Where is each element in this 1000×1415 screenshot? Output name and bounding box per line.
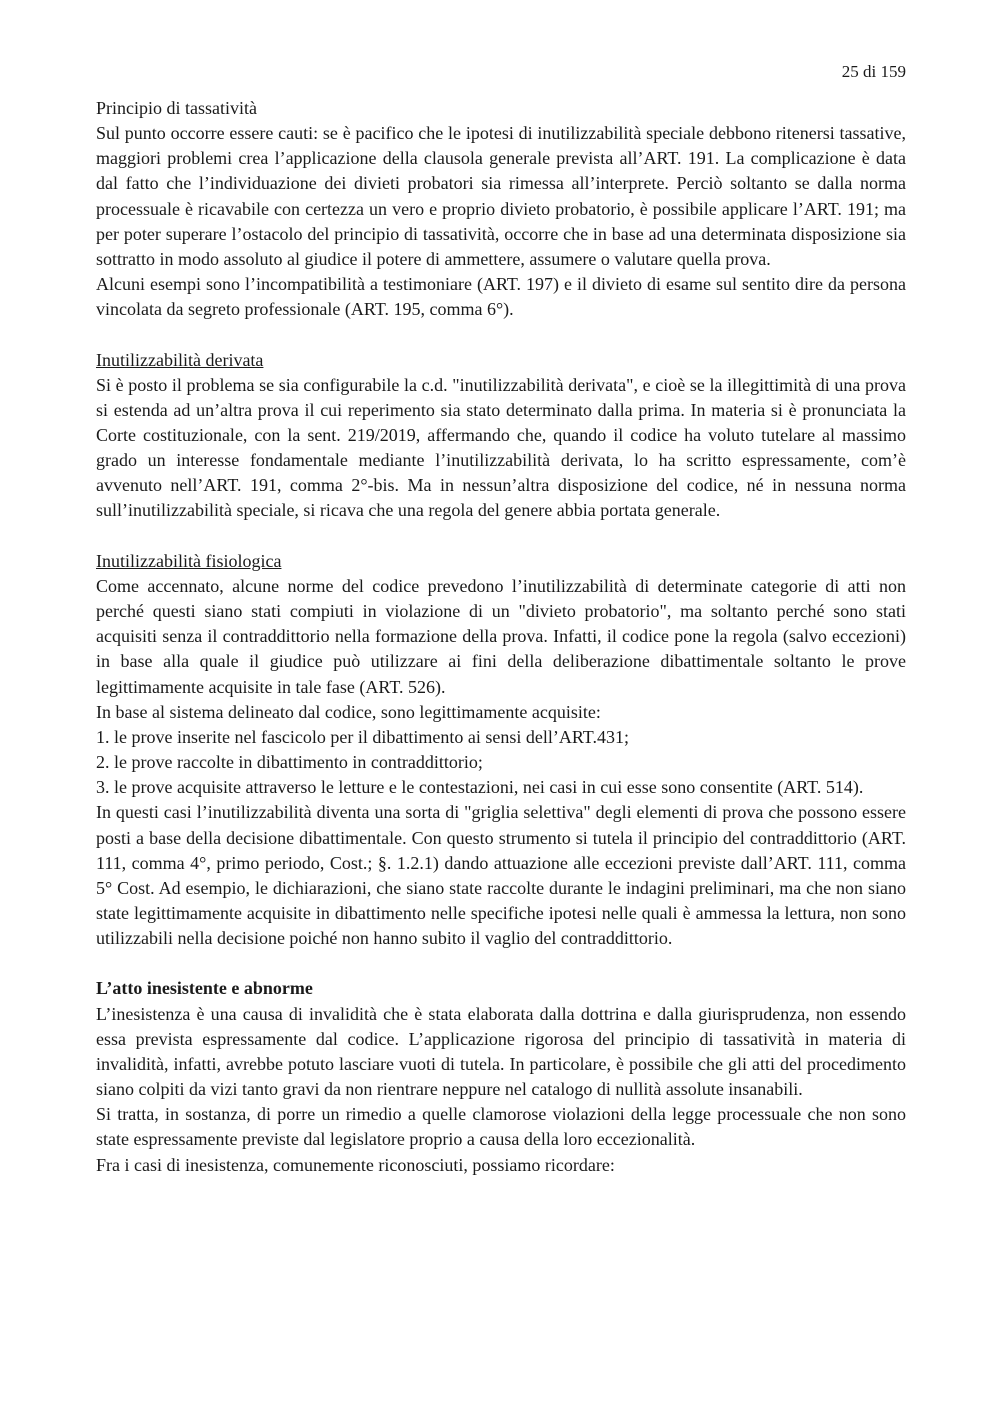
paragraph: Sul punto occorre essere cauti: se è pacifico che le ipotesi di inutilizzabilità speciale debbono ritenersi tassative, maggiori problemi crea l’applicazione della clausola generale prevista all’ART. 191. La complicazione è data dal fatto che l’individuazione dei divieti probatori sia rimessa all’interprete. Perciò soltanto se dalla norma processuale è ricavabile con certezza un vero e proprio divieto probatorio, è possibile applicare l’ART. 191; ma per poter superare l’ostacolo del principio di tassatività, occorre che in base ad una determinata disposizione sia sottratto in modo assoluto al giudice il potere di ammettere, assumere o valutare quella prova. bbox=[96, 123, 906, 269]
section-inutilizzabilita-derivata bbox=[96, 348, 906, 524]
paragraph: Come accennato, alcune norme del codice prevedono l’inutilizzabilità di determinate categorie di atti non perché questi siano stati compiuti in violazione di un "divieto probatorio", ma soltanto perché sono stati acquisiti senza il contraddittorio nella formazione della prova. Infatti, il codice pone la regola (salvo eccezioni) in base alla quale il giudice può utilizzare ai fini della deliberazione dibattimentale soltanto le prove legittimamente acquisite in tale fase (ART. 526). bbox=[96, 575, 906, 697]
blank-line bbox=[96, 322, 906, 347]
section-inutilizzabilita-fisiologica bbox=[96, 549, 906, 952]
section-heading: Inutilizzabilità fisiologica bbox=[96, 550, 282, 571]
section-heading: Inutilizzabilità derivata bbox=[96, 349, 264, 370]
list-item: 2. le prove raccolte in dibattimento in contraddittorio; bbox=[96, 752, 483, 773]
section-heading: Principio di tassatività bbox=[96, 98, 257, 118]
list-item: 1. le prove inserite nel fascicolo per il dibattimento ai sensi dell’ART.431; bbox=[96, 726, 629, 747]
paragraph: L’inesistenza è una causa di invalidità che è stata elaborata dalla dottrina e dalla giurisprudenza, non essendo essa prevista espressamente dal codice. L’applicazione rigorosa del principio di tassatività in materia di invalidità, infatti, avrebbe potuto lasciare vuoti di tutela. In particolare, è possibile che gli atti del procedimento siano colpiti da vizi tanto gravi da non rientrare neppure nel catalogo di nullità assolute insanabili. bbox=[96, 1003, 906, 1100]
blank-line bbox=[96, 951, 906, 976]
paragraph: In base al sistema delineato dal codice, sono legittimamente acquisite: bbox=[96, 701, 601, 722]
paragraph: Alcuni esempi sono l’incompatibilità a testimoniare (ART. 197) e il divieto di esame sul sentito dire da persona vincolata da segreto professionale (ART. 195, comma 6°). bbox=[96, 274, 906, 320]
blank-line bbox=[96, 524, 906, 549]
section-heading: L’atto inesistente e abnorme bbox=[96, 978, 313, 999]
paragraph: Si tratta, in sostanza, di porre un rimedio a quelle clamorose violazioni della legge processuale che non sono state espressamente previste dal legislatore proprio a causa della loro eccezionalità. bbox=[96, 1104, 906, 1150]
document-body bbox=[96, 96, 906, 1178]
page-number: 25 di 159 bbox=[841, 62, 906, 81]
paragraph: Si è posto il problema se sia configurabile la c.d. "inutilizzabilità derivata", e cioè se la illegittimità di una prova si estenda ad un’altra prova il cui reperimento sia stato determinato dalla prima. In materia si è pronunciata la Corte costituzionale, con la sent. 219/2019, affermando che, quando il codice ha voluto tutelare al massimo grado un interesse fondamentale mediante l’inutilizzabilità derivata, lo ha scritto espressamente, com’è avvenuto nell’ART. 191, comma 2°-bis. Ma in nessun’altra disposizione del codice, né in nessuna norma sull’inutilizzabilità speciale, si ricava che una regola del genere abbia portata generale. bbox=[96, 374, 906, 521]
section-atto-inesistente bbox=[96, 976, 906, 1177]
paragraph: Fra i casi di inesistenza, comunemente riconosciuti, possiamo ricordare: bbox=[96, 1154, 615, 1175]
section-principio-tassativita bbox=[96, 96, 906, 322]
paragraph: In questi casi l’inutilizzabilità diventa una sorta di "griglia selettiva" degli elementi di prova che possono essere posti a base della decisione dibattimentale. Con questo strumento si tutela il principio del contraddittorio (ART. 111, comma 4°, primo periodo, Cost.; §. 1.2.1) dando attuazione alle eccezioni previste dall’ART. 111, comma 5° Cost. Ad esempio, le dichiarazioni, che siano state raccolte durante le indagini preliminari, ma che non siano state legittimamente acquisite in dibattimento nelle specifiche ipotesi nelle quali è ammessa la lettura, non sono utilizzabili nella decisione poiché non hanno subito il vaglio del contraddittorio. bbox=[96, 802, 906, 949]
list-item: 3. le prove acquisite attraverso le letture e le contestazioni, nei casi in cui esse sono consentite (ART. 514). bbox=[96, 777, 864, 798]
